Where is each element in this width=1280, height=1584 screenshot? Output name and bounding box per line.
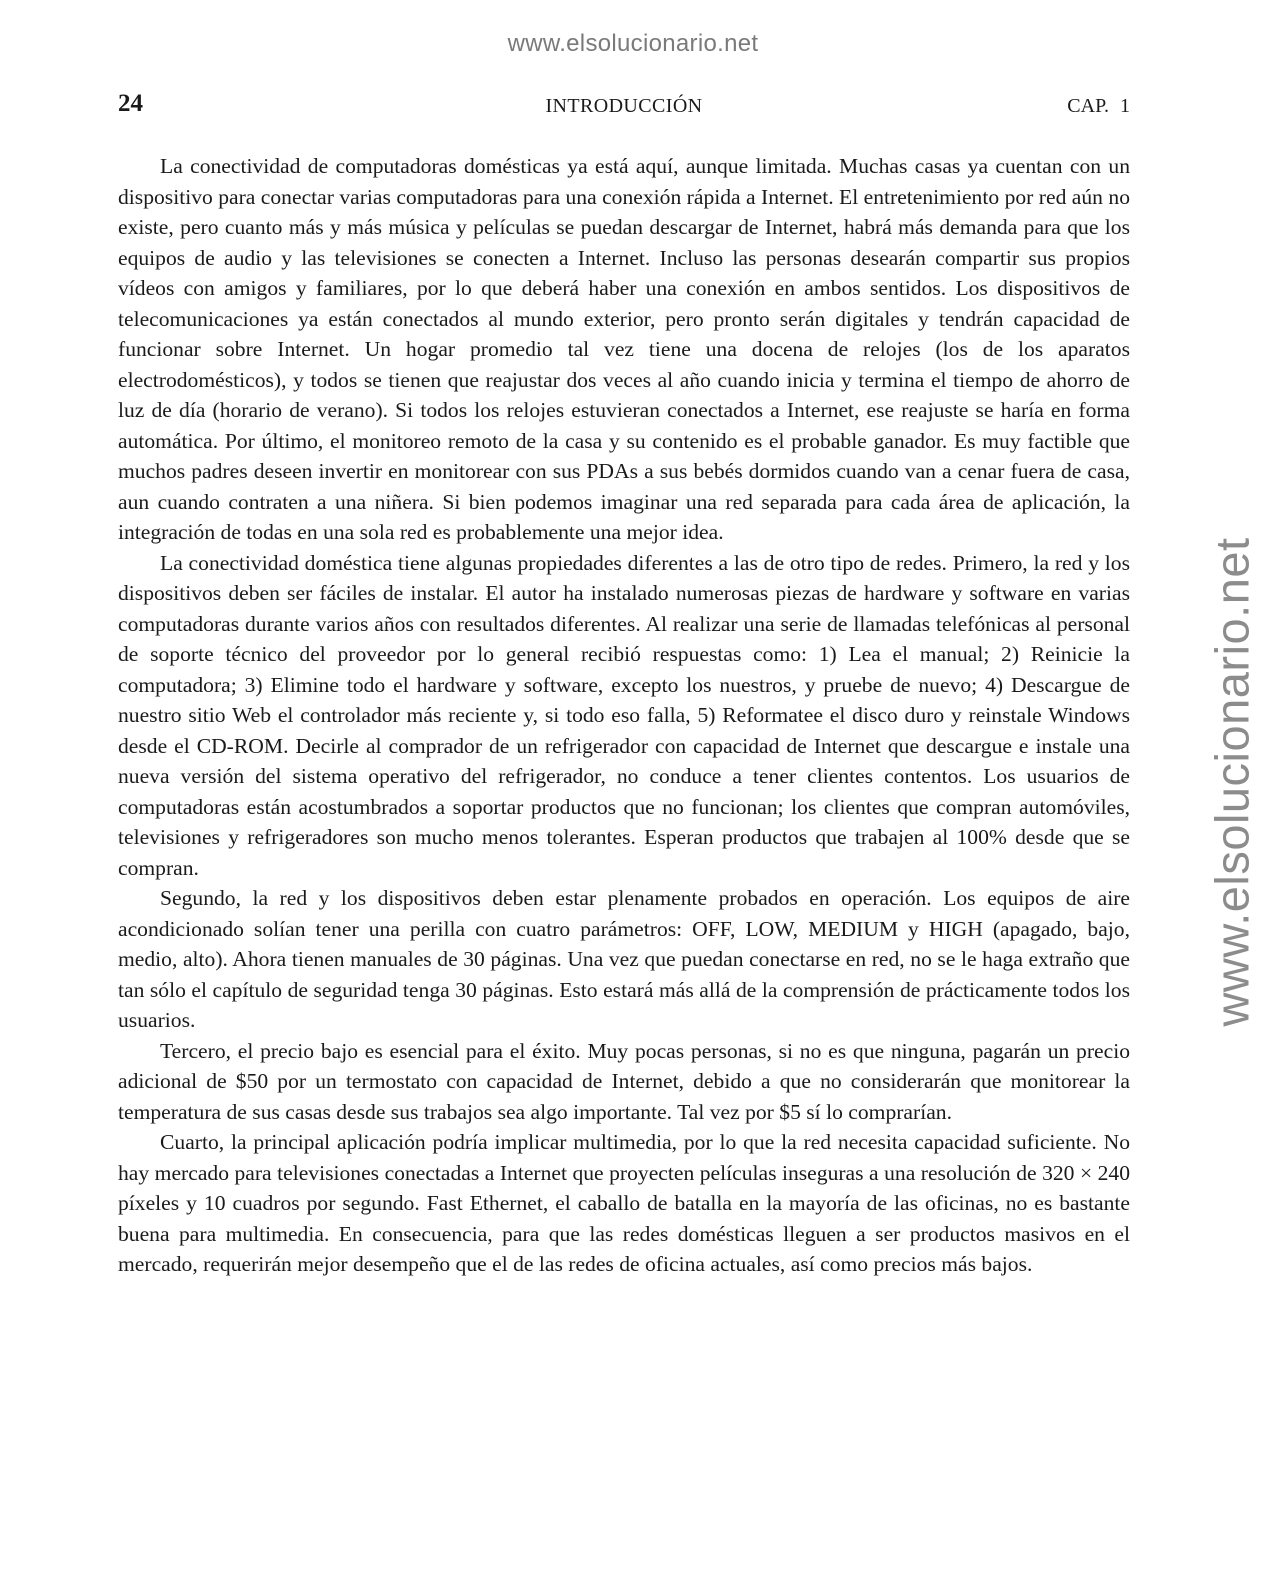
paragraph-2: La conectividad doméstica tiene algunas propiedades diferentes a las de otro tipo de redes. Primero, la red y los dispositivos deben ser fáciles de instalar. El autor ha instalado numerosas piezas de hardware y software en varias computadoras durante varios años con resultados diferentes. Al realizar una serie de llamadas telefónicas al personal de soporte técnico del proveedor por lo general recibió respuestas como: 1) Lea el manual; 2) Reinicie la computadora; 3) Elimine todo el hardware y software, excepto los nuestros, y pruebe de nuevo; 4) Descargue de nuestro sitio Web el controlador más reciente y, si todo eso falla, 5) Reformatee el disco duro y reinstale Windows desde el CD-ROM. Decirle al comprador de un refrigerador con capacidad de Internet que descargue e instale una nueva versión del sistema operativo del refrigerador, no conduce a tener clientes contentos. Los usuarios de computadoras están acostumbrados a soportar productos que no funcionan; los clientes que compran automóviles, televisiones y refrigeradores son mucho menos tolerantes. Esperan productos que trabajen al 100% desde que se compran. [118,550,1130,880]
paragraph-5: Cuarto, la principal aplicación podría implicar multimedia, por lo que la red necesita capacidad suficiente. No hay mercado para televisiones conectadas a Internet que proyecten películas inseguras a una resolución de 320 × 240 píxeles y 10 cuadros por segundo. Fast Ethernet, el caballo de batalla en la mayoría de las oficinas, no es bastante buena para multimedia. En consecuencia, para que las redes domésticas lleguen a ser productos masivos en el mercado, requerirán mejor desempeño que el de las redes de oficina actuales, así como precios más bajos. [118,1130,1130,1276]
watermark-side: www.elsolucionario.net [1205,537,1259,1027]
paragraph-3: Segundo, la red y los dispositivos deben estar plenamente probados en operación. Los equipos de aire acondicionado solían tener una perilla con cuatro parámetros: OFF, LOW, MEDIUM y HIGH (apagado, bajo, medio, alto). Ahora tienen manuales de 30 páginas. Una vez que puedan conectarse en red, no se le haga extraño que tan sólo el capítulo de seguridad tenga 30 páginas. Esto estará más allá de la comprensión de prácticamente todos los usuarios. [118,886,1130,1032]
paragraph-1: La conectividad de computadoras domésticas ya está aquí, aunque limitada. Muchas casas ya cuentan con un dispositivo para conectar varias computadoras para una conexión rápida a Internet. El entretenimiento por red aún no existe, pero cuanto más y más música y películas se puedan descargar de Internet, habrá más demanda para que los equipos de audio y las televisiones se conecten a Internet. Incluso las personas desearán compartir sus propios vídeos con amigos y familiares, por lo que deberá haber una conexión en ambos sentidos. Los dispositivos de telecomunicaciones ya están conectados al mundo exterior, pero pronto serán digitales y tendrán capacidad de funcionar sobre Internet. Un hogar promedio tal vez tiene una docena de relojes (los de los aparatos electrodomésticos), y todos se tienen que reajustar dos veces al año cuando inicia y termina el tiempo de ahorro de luz de día (horario de verano). Si todos los relojes estuvieran conectados a Internet, ese reajuste se haría en forma automática. Por último, el monitoreo remoto de la casa y su contenido es el probable ganador. Es muy factible que muchos padres deseen invertir en monitorear con sus PDAs a sus bebés dormidos cuando van a cenar fuera de casa, aun cuando contraten a una niñera. Si bien podemos imaginar una red separada para cada área de aplicación, la integración de todas en una sola red es probablemente una mejor idea. [118,154,1130,544]
page-number: 24 [118,90,143,117]
running-head [118,90,1130,124]
chapter-title: INTRODUCCIÓN [545,95,703,117]
body-text [118,151,1130,1280]
watermark-top: www.elsolucionario.net [507,30,759,57]
chapter-label: CAP. 1 [1067,95,1130,117]
paragraph-4: Tercero, el precio bajo es esencial para el éxito. Muy pocas personas, si no es que ninguna, pagarán un precio adicional de $50 por un termostato con capacidad de Internet, debido a que no considerarán que monitorear la temperatura de sus casas desde sus trabajos sea algo importante. Tal vez por $5 sí lo comprarían. [118,1038,1130,1124]
